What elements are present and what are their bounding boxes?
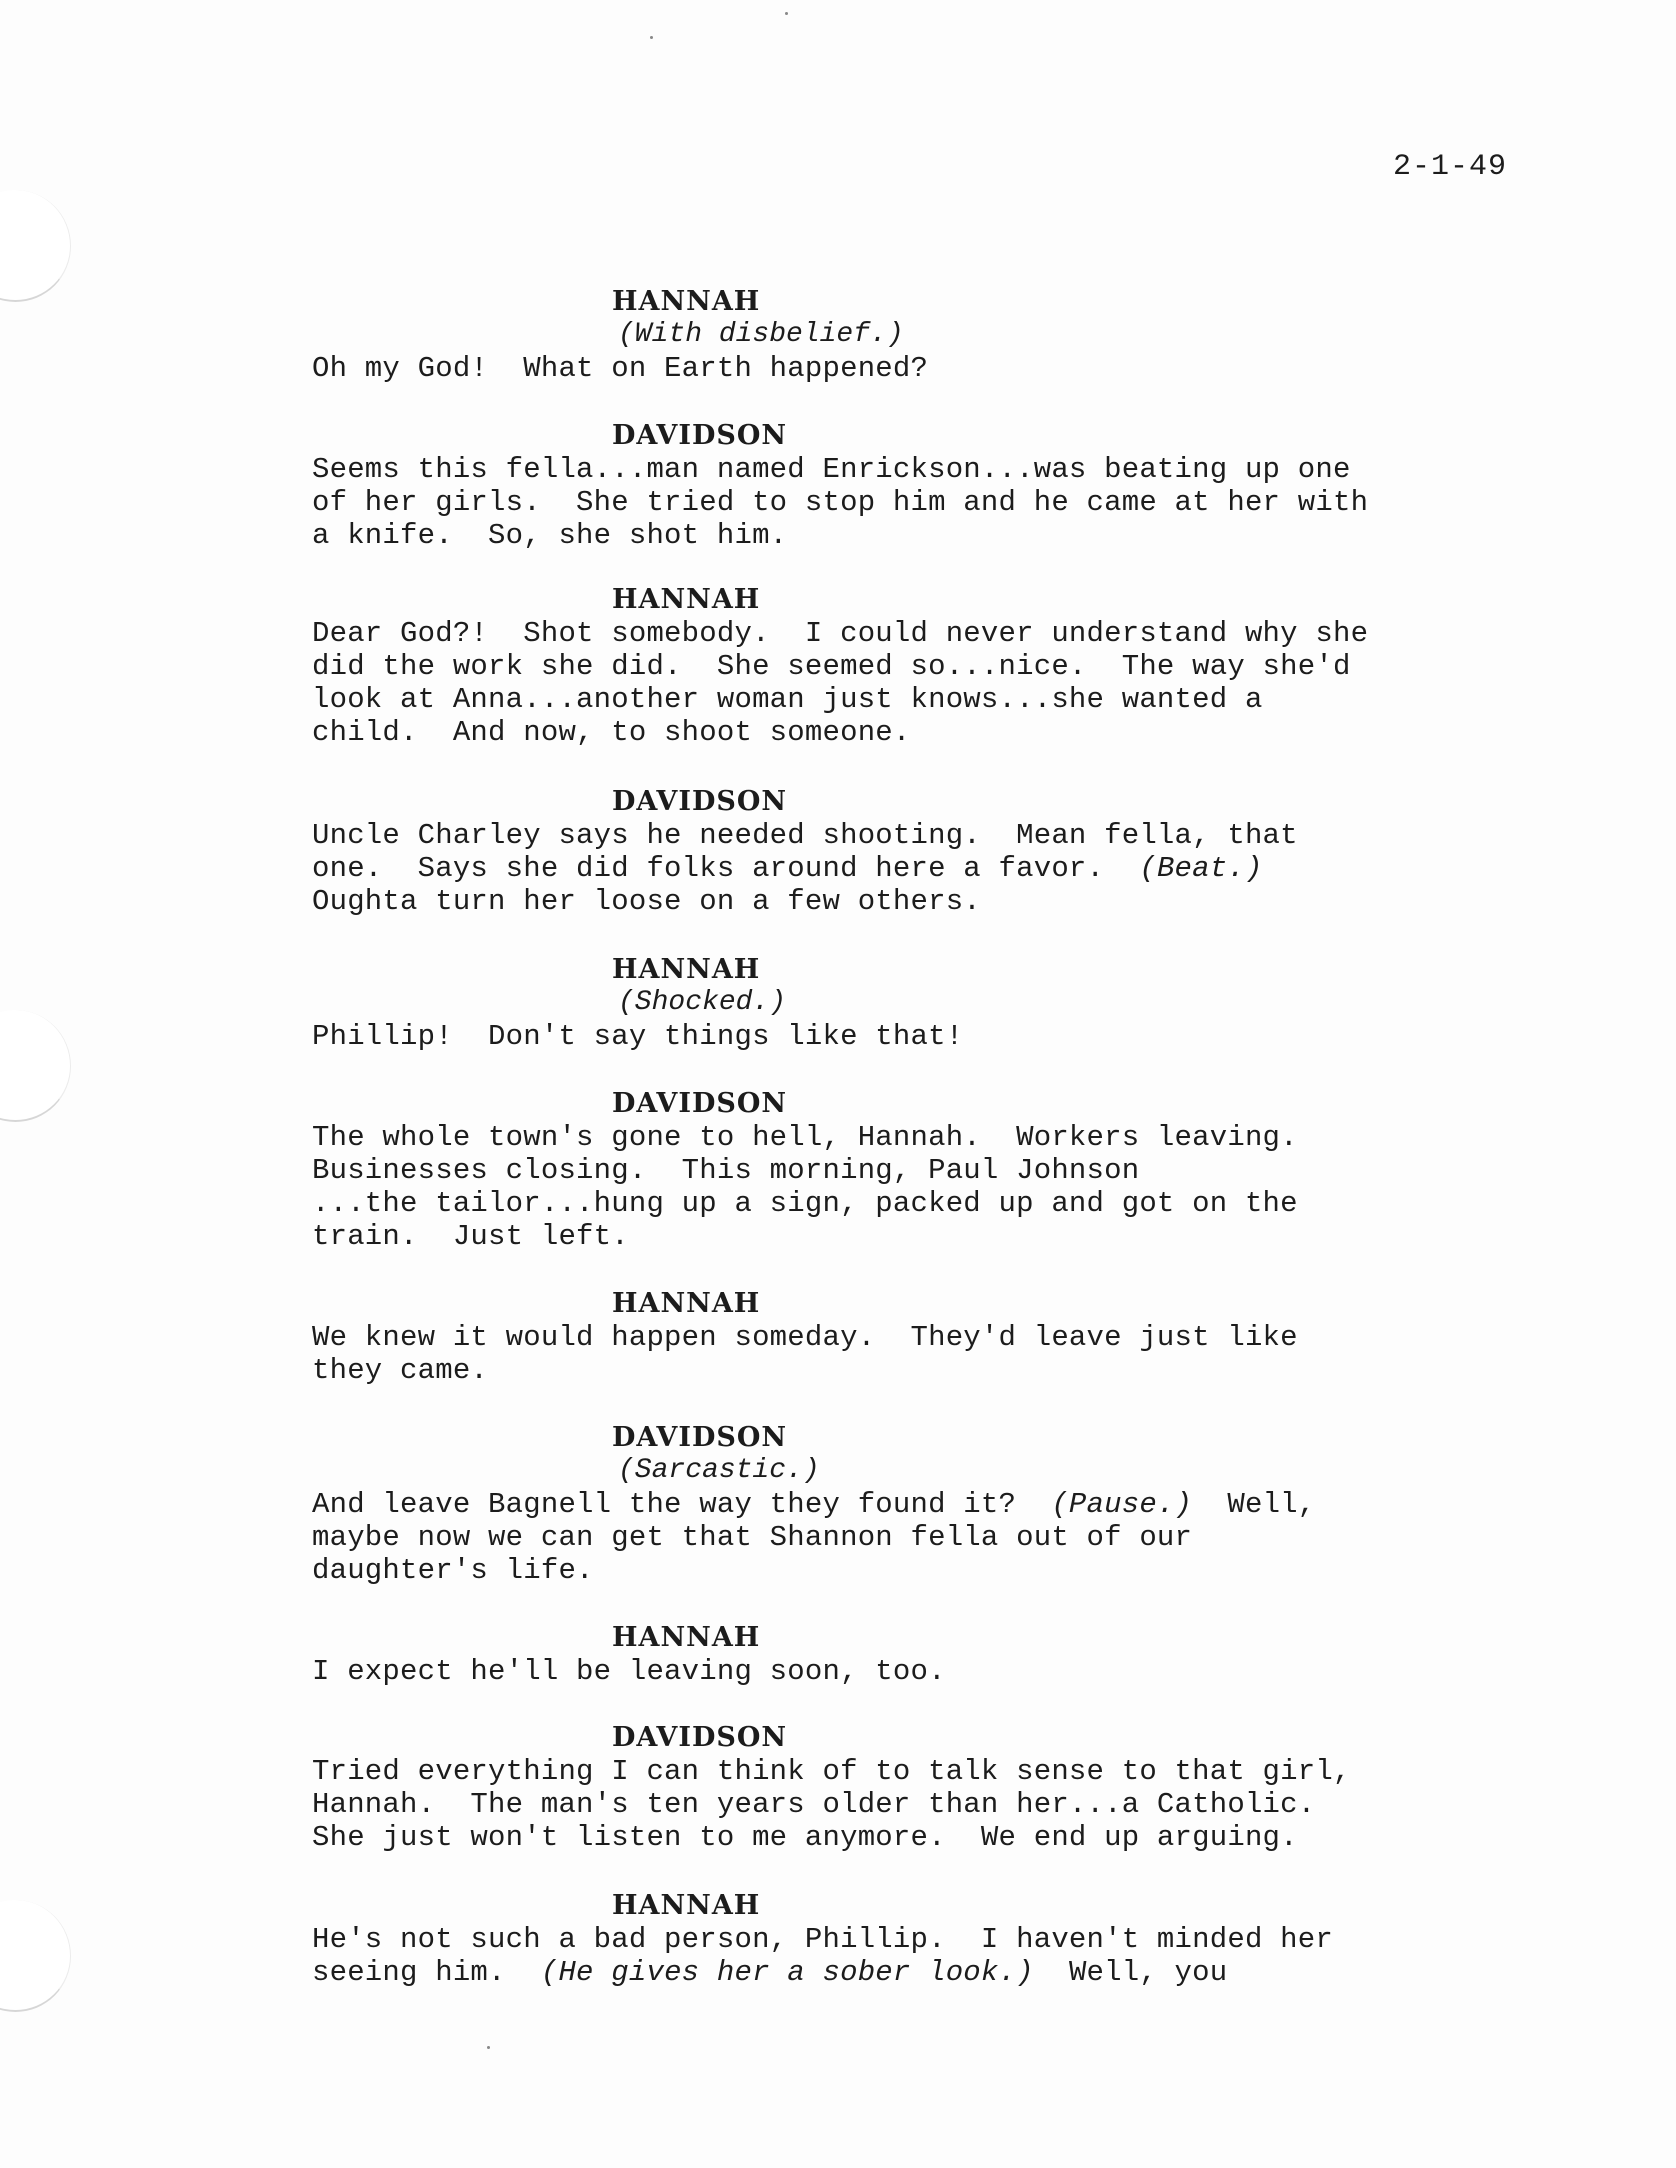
dialogue-line (312, 1755, 1351, 1788)
parenthetical: (With disbelief.) (618, 319, 904, 350)
dialogue-line (312, 1220, 629, 1253)
dialogue-text: Dear God?! Shot somebody. I could never understand why she (312, 617, 1369, 650)
dialogue-line (312, 453, 1351, 486)
inline-direction: (Pause.) (1051, 1488, 1193, 1521)
parenthetical: (Sarcastic.) (618, 1455, 820, 1486)
dialogue-text: He's not such a bad person, Phillip. I haven't minded her (312, 1923, 1333, 1956)
dialogue-text: child. And now, to shoot someone. (312, 716, 911, 749)
dialogue-text: I expect he'll be leaving soon, too. (312, 1655, 946, 1688)
dialogue-line (312, 1187, 1298, 1220)
character-cue: DAVIDSON (612, 420, 788, 451)
dialogue-text: Well, (1192, 1488, 1316, 1521)
dialogue-text: Oh my God! What on Earth happened? (312, 352, 929, 385)
dialogue-text: train. Just left. (312, 1220, 629, 1253)
dialogue-line (312, 486, 1368, 519)
character-cue: DAVIDSON (612, 1722, 788, 1753)
parenthetical: (Shocked.) (618, 987, 787, 1018)
character-cue: DAVIDSON (612, 1088, 788, 1119)
dialogue-line (312, 1321, 1298, 1354)
dialogue-text: The whole town's gone to hell, Hannah. Workers leaving. (312, 1121, 1298, 1154)
dialogue-text: Well, you (1033, 1956, 1228, 1989)
dialogue-text: one. Says she did folks around here a favor. (312, 852, 1140, 885)
dialogue-text: look at Anna...another woman just knows...she wanted a (312, 683, 1263, 716)
dialogue-text: ...the tailor...hung up a sign, packed up and got on the (312, 1187, 1298, 1220)
dialogue-line (312, 885, 981, 918)
dialogue-text: Tried everything I can think of to talk sense to that girl, (312, 1755, 1351, 1788)
character-cue: HANNAH (612, 954, 761, 985)
paper-speck (650, 36, 653, 39)
dialogue-line (312, 683, 1263, 716)
dialogue-line (312, 617, 1368, 650)
dialogue-text: And leave Bagnell the way they found it? (312, 1488, 1052, 1521)
dialogue-line (312, 716, 911, 749)
dialogue-line (312, 1821, 1298, 1854)
dialogue-text: of her girls. She tried to stop him and he came at her with (312, 486, 1369, 519)
dialogue-line (312, 1923, 1333, 1956)
dialogue-line (312, 352, 928, 385)
character-cue: HANNAH (612, 1890, 761, 1921)
dialogue-text: daughter's life. (312, 1554, 594, 1587)
dialogue-line (312, 1121, 1298, 1154)
paper-speck (487, 2046, 490, 2049)
dialogue-line (312, 852, 1263, 885)
dialogue-text: they came. (312, 1354, 489, 1387)
dialogue-line (312, 1020, 963, 1053)
dialogue-text: maybe now we can get that Shannon fella out of our (312, 1521, 1193, 1554)
dialogue-line (312, 1956, 1227, 1989)
dialogue-text: did the work she did. She seemed so...nice. The way she'd (312, 650, 1351, 683)
dialogue-text: a knife. So, she shot him. (312, 519, 788, 552)
dialogue-line (312, 1655, 946, 1688)
dialogue-text: Phillip! Don't say things like that! (312, 1020, 964, 1053)
character-cue: HANNAH (612, 1622, 761, 1653)
dialogue-text: Oughta turn her loose on a few others. (312, 885, 981, 918)
dialogue-text: Hannah. The man's ten years older than her...a Catholic. (312, 1788, 1316, 1821)
dialogue-text: Businesses closing. This morning, Paul Johnson (312, 1154, 1140, 1187)
dialogue-text: Seems this fella...man named Enrickson...was beating up one (312, 453, 1351, 486)
dialogue-line (312, 1354, 488, 1387)
page-number: 2-1-49 (1393, 150, 1508, 184)
dialogue-line (312, 1554, 594, 1587)
dialogue-line (312, 819, 1298, 852)
dialogue-line (312, 1521, 1192, 1554)
inline-direction: (Beat.) (1139, 852, 1263, 885)
dialogue-text: seeing him. (312, 1956, 541, 1989)
character-cue: HANNAH (612, 1288, 761, 1319)
character-cue: HANNAH (612, 584, 761, 615)
dialogue-line (312, 1788, 1315, 1821)
binder-hole-top (0, 190, 71, 302)
inline-direction: (He gives her a sober look.) (540, 1956, 1034, 1989)
character-cue: HANNAH (612, 286, 761, 317)
dialogue-line (312, 1488, 1315, 1521)
dialogue-text: Uncle Charley says he needed shooting. Mean fella, that (312, 819, 1298, 852)
paper-speck (785, 12, 788, 15)
dialogue-line (312, 519, 787, 552)
dialogue-line (312, 1154, 1139, 1187)
binder-hole-bottom (0, 1900, 71, 2012)
dialogue-line (312, 650, 1351, 683)
binder-hole-middle (0, 1010, 71, 1122)
character-cue: DAVIDSON (612, 1422, 788, 1453)
dialogue-text: She just won't listen to me anymore. We end up arguing. (312, 1821, 1298, 1854)
dialogue-text: We knew it would happen someday. They'd leave just like (312, 1321, 1298, 1354)
character-cue: DAVIDSON (612, 786, 788, 817)
